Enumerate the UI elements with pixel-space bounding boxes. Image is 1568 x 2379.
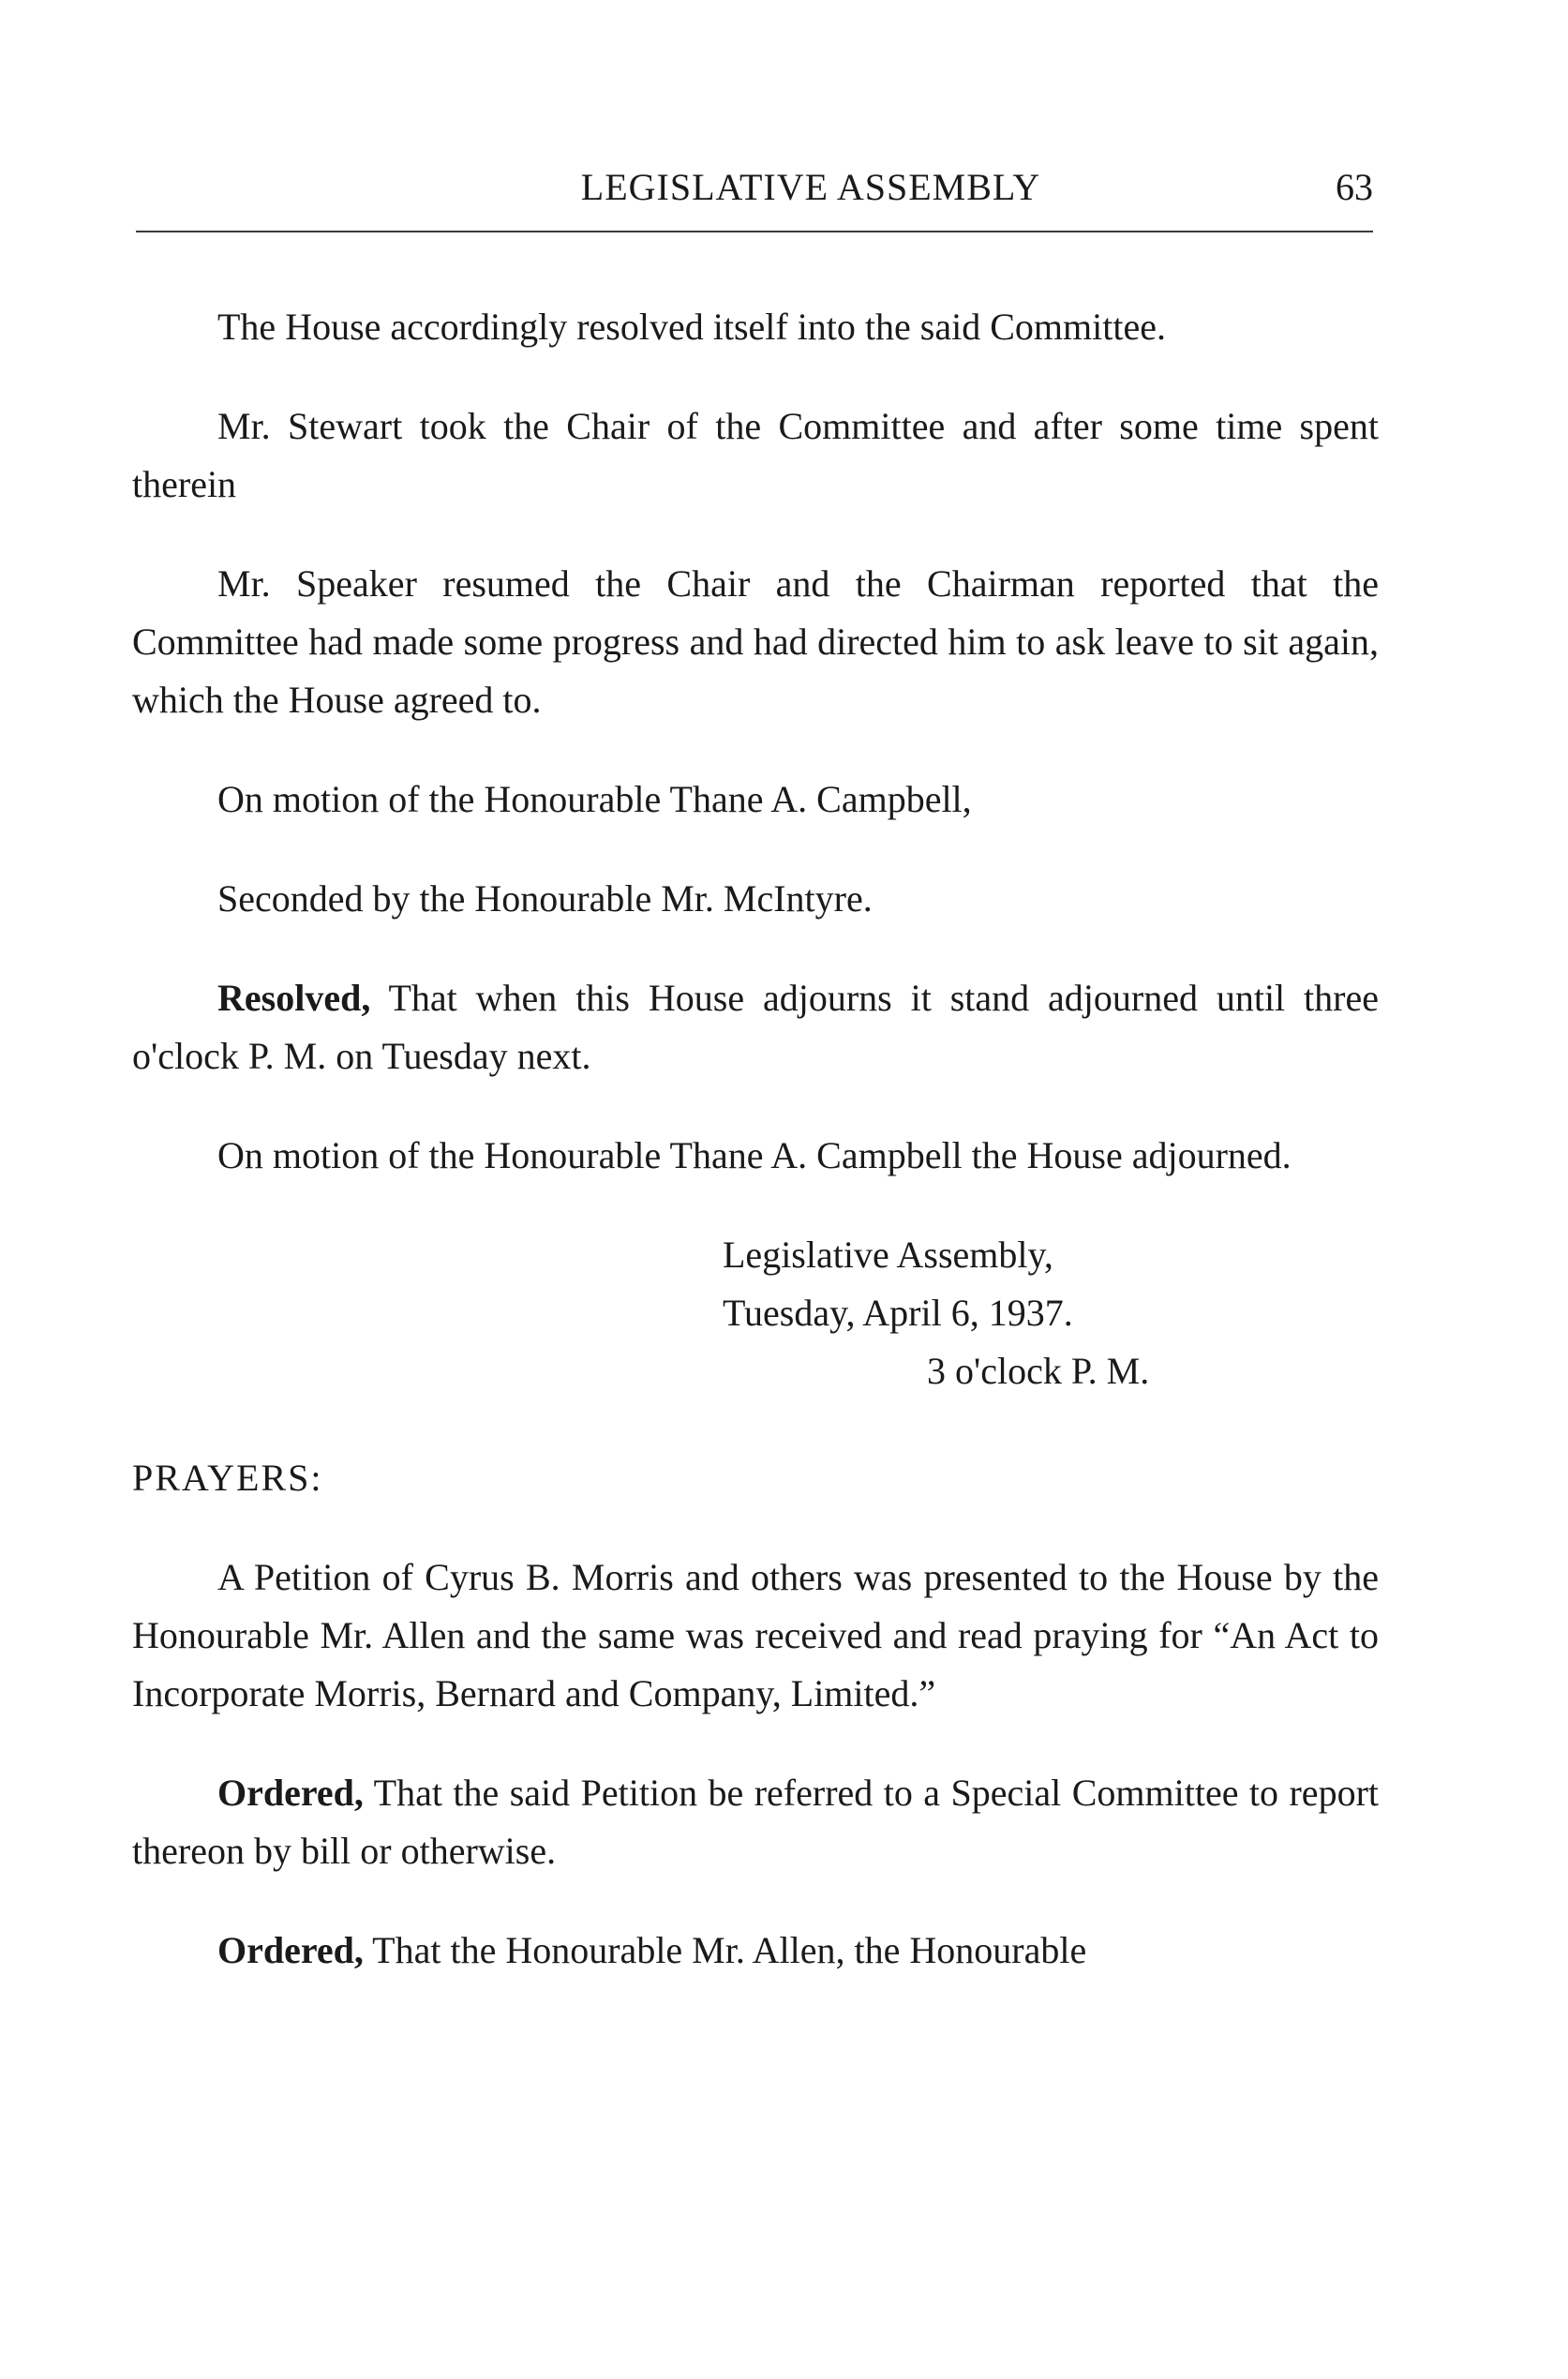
paragraph-speaker-resumed: Mr. Speaker resumed the Chair and the Chairman reported that the Committee had made some progress and had directed him to ask leave to sit again, which the House agreed to. [132, 562, 1379, 721]
ordered-text: That the Honourable Mr. Allen, the Honourable [363, 1929, 1087, 1971]
paragraph-ordered-committee [132, 1764, 1379, 1880]
date-line-time: 3 o'clock P. M. [927, 1350, 1150, 1392]
page-number: 63 [1336, 166, 1373, 208]
paragraph-house-adjourned: On motion of the Honourable Thane A. Campbell the House adjourned. [217, 1134, 1292, 1176]
running-title: LEGISLATIVE ASSEMBLY [580, 166, 1041, 208]
page-body [132, 298, 1379, 2021]
page-header [136, 159, 1373, 216]
paragraph-resolved-adjourn [132, 969, 1379, 1085]
paragraph-seconded-mcintyre: Seconded by the Honourable Mr. McIntyre. [217, 877, 873, 920]
date-block [132, 1226, 1379, 1414]
ordered-text: That the said Petition be referred to a Special Committee to report thereon by bill or otherwise. [132, 1772, 1379, 1872]
resolved-text: That when this House adjourns it stand adjourned until three o'clock P. M. on Tuesday next. [132, 977, 1379, 1077]
paragraph-motion-campbell: On motion of the Honourable Thane A. Campbell, [217, 778, 972, 820]
resolved-label: Resolved, [217, 977, 371, 1019]
ordered-label: Ordered, [217, 1929, 364, 1971]
ordered-label: Ordered, [217, 1772, 364, 1814]
paragraph-petition-morris: A Petition of Cyrus B. Morris and others was presented to the House by the Honourable Mr. Allen and the same was received and read praying for “An Act to Incorporate Morris, Bernard and Company, Limited.” [132, 1556, 1379, 1714]
paragraph-committee-resolved: The House accordingly resolved itself into the said Committee. [217, 306, 1166, 348]
paragraph-ordered-allen [132, 1922, 1379, 1980]
prayers-heading: PRAYERS: [132, 1457, 323, 1499]
date-line-assembly: Legislative Assembly, [723, 1234, 1053, 1276]
paragraph-stewart-chair: Mr. Stewart took the Chair of the Committee and after some time spent therein [132, 405, 1379, 505]
date-line-date: Tuesday, April 6, 1937. [723, 1292, 1073, 1334]
header-rule [136, 231, 1373, 232]
